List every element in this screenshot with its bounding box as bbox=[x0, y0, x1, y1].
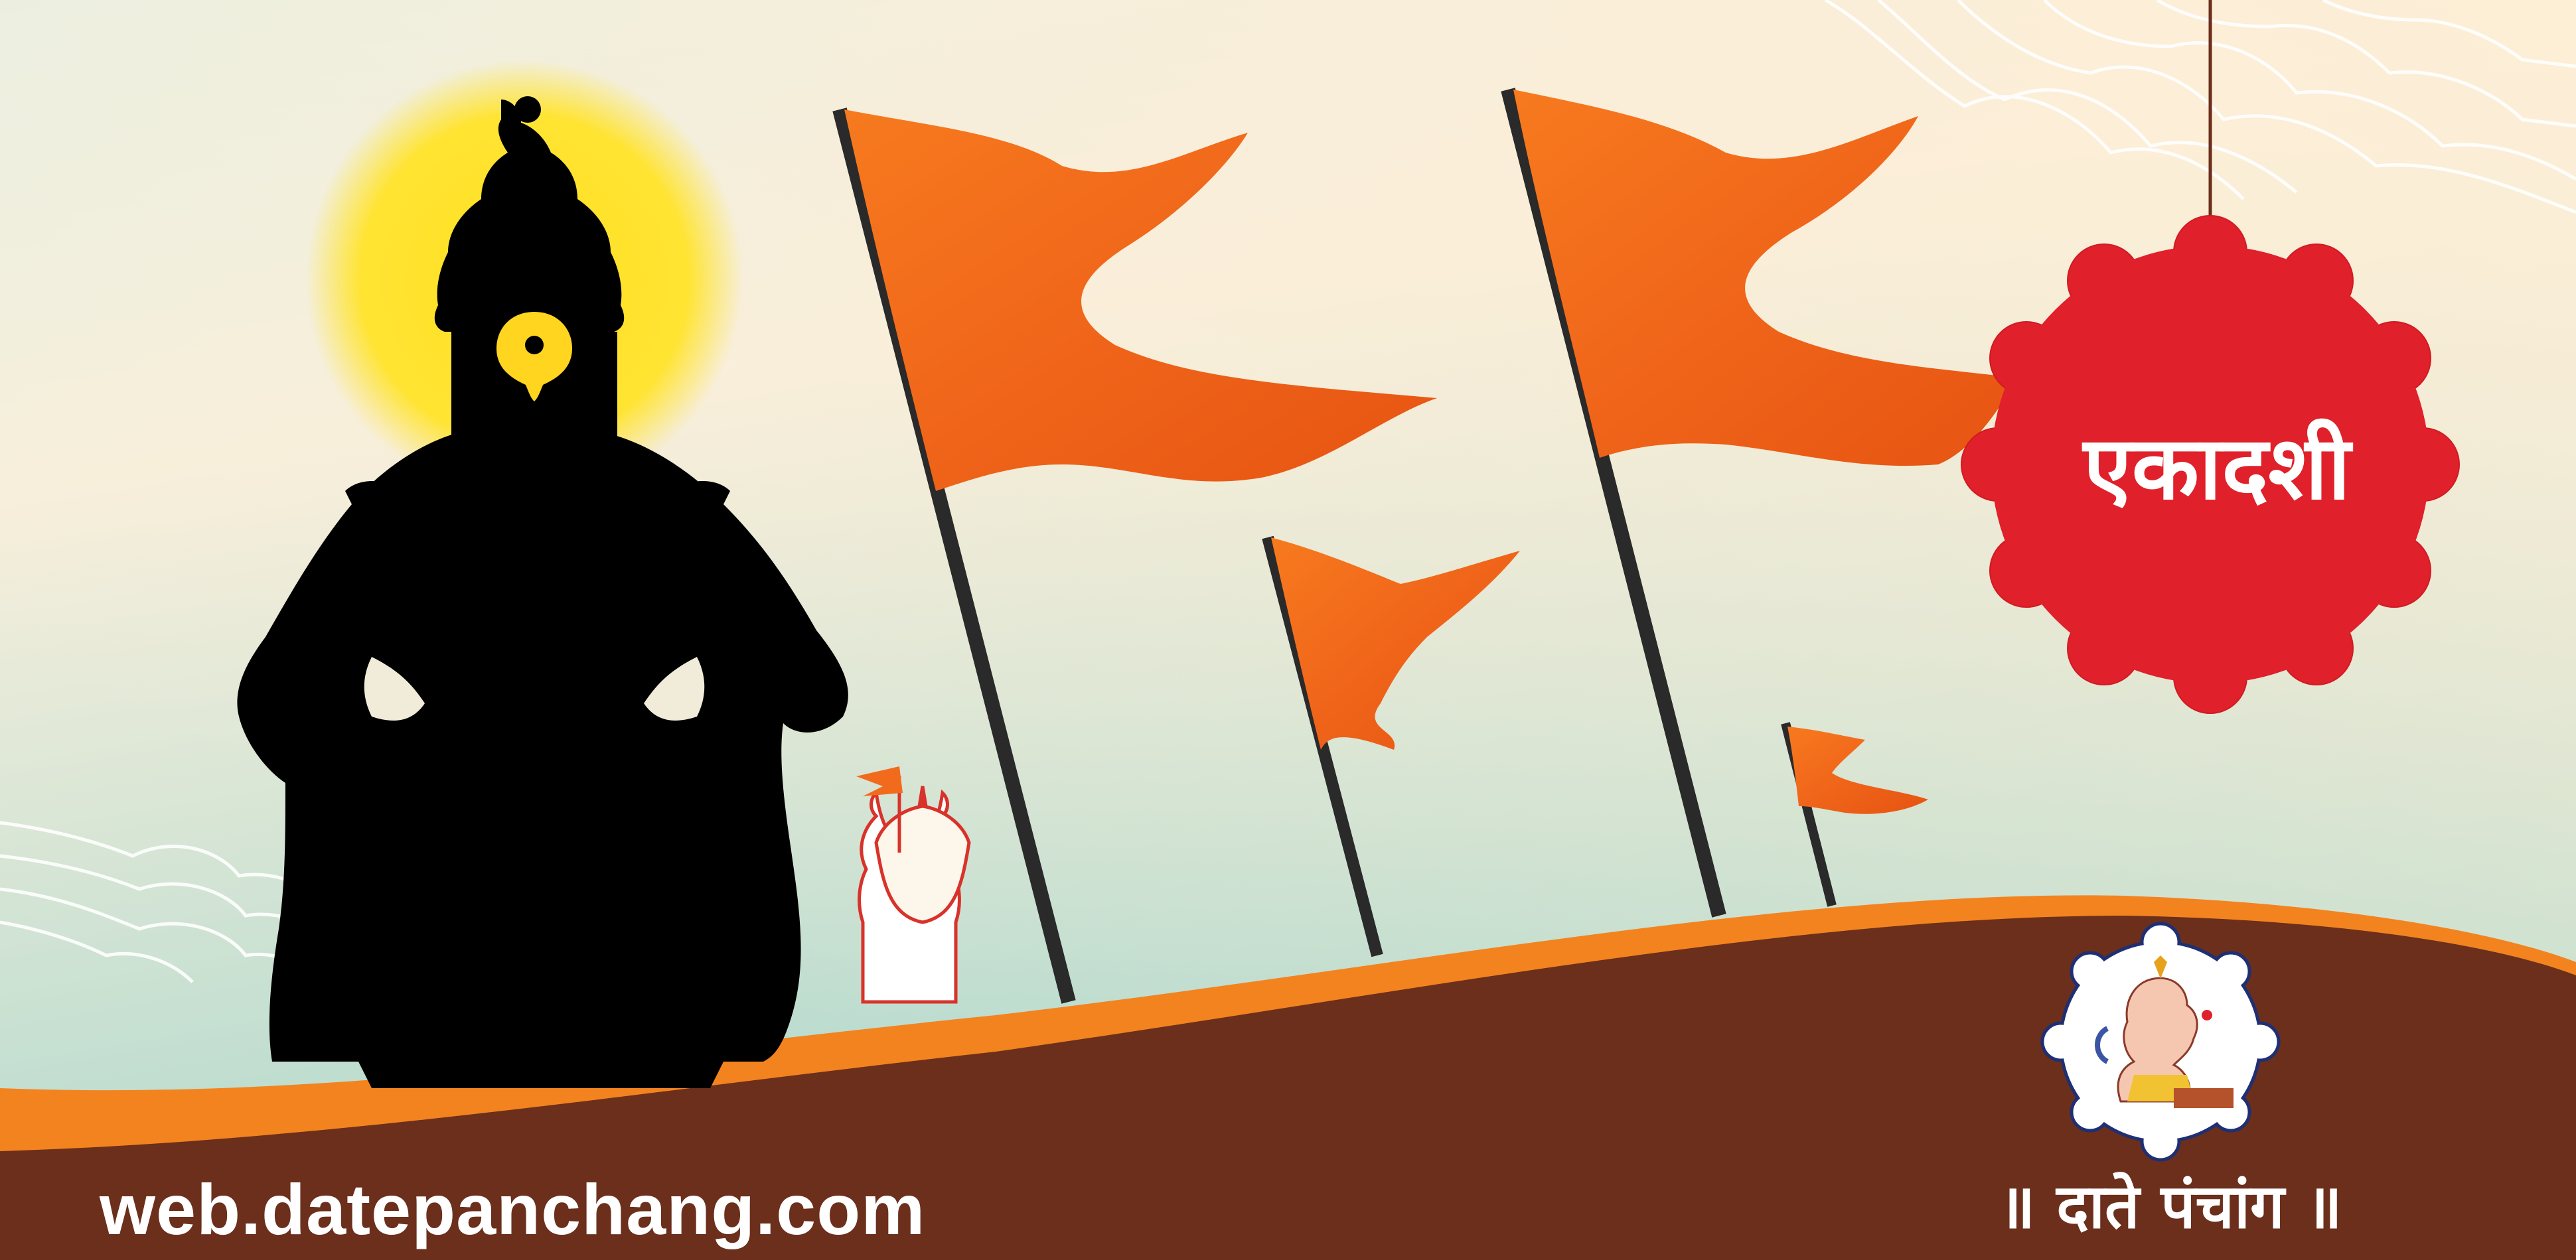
ekadashi-label: एकादशी bbox=[2083, 417, 2351, 520]
website-url[interactable]: web.datepanchang.com bbox=[100, 1169, 926, 1249]
brand-name: ॥ दाते पंचांग ॥ bbox=[1999, 1171, 2342, 1242]
temple-outline-icon bbox=[860, 786, 969, 1002]
ganesha-logo-icon bbox=[2042, 924, 2279, 1160]
